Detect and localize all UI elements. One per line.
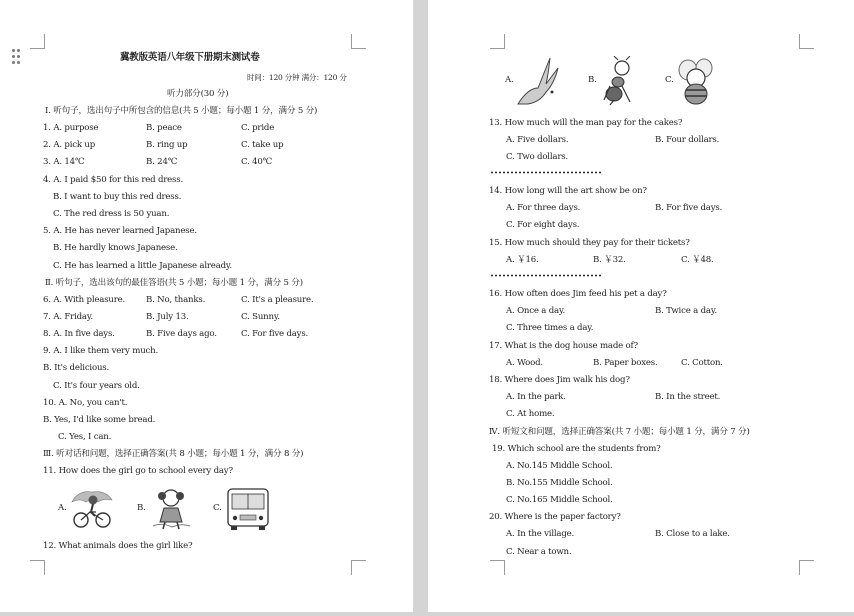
q17-question: 17. What is the dog house made of? [489,341,638,351]
q16-question: 16. How often does Jim feed his pet a day? [489,289,667,299]
left-page [0,0,413,612]
section-4-header: Ⅳ. 听短文和问题，选择正确答案(共 7 小题；每小题 1 分，满分 7 分) [489,427,750,437]
q4-option-a: 4. A. I paid $50 for this red dress. [43,175,184,185]
q19-option-c: C. No.165 Middle School. [506,495,613,505]
q14-option-b: B. For five days. [655,203,723,213]
q16-option-b: B. Twice a day. [655,306,717,316]
q10-option-c: C. Yes, I can. [58,432,112,442]
q8-option-c: C. For five days. [241,329,309,339]
q12-label-a: A. [505,75,514,85]
q13-question: 13. How much will the man pay for the cakes? [489,118,683,128]
q18-option-b: B. In the street. [655,392,721,402]
ant-image [600,56,638,106]
q12-label-c: C. [665,75,674,85]
q13-option-c: C. Two dollars. [506,152,568,162]
q17-option-c: C. Cotton. [681,358,723,368]
drag-handle-icon[interactable] [12,49,22,65]
q5-option-b: B. He hardly knows Japanese. [53,243,178,253]
listening-header: 听力部分(30 分) [167,89,229,99]
q9-option-c: C. It's four years old. [53,381,140,391]
q18-option-a: A. In the park. [506,392,566,402]
corner-mark [799,560,814,575]
corner-mark [490,560,505,575]
q20-option-a: A. In the village. [506,529,575,539]
q14-option-a: A. For three days. [506,203,581,213]
bicycle-rider-image [68,484,116,530]
q11-label-a: A. [58,503,67,513]
q1-option-a: 1. A. purpose [43,123,99,133]
q12-question: 12. What animals does the girl like? [43,541,193,551]
section-1-header: Ⅰ. 听句子，选出句子中所包含的信息(共 5 小题；每小题 1 分，满分 5 分) [45,106,318,116]
section-2-header: Ⅱ. 听句子，选出该句的最佳答语(共 5 小题；每小题 1 分，满分 5 分) [45,278,303,288]
q1-option-b: B. peace [146,123,182,133]
q12-label-b: B. [588,75,597,85]
q11-label-c: C. [213,503,222,513]
q14-option-c: C. For eight days. [506,220,580,230]
q20-question: 20. Where is the paper factory? [489,512,621,522]
q20-option-b: B. Close to a lake. [655,529,730,539]
q15-option-c: C. ￥48. [681,255,714,265]
girl-walking-image [148,486,194,530]
q9-option-b: B. It's delicious. [43,363,110,373]
q9-option-a: 9. A. I like them very much. [43,346,159,356]
q3-option-b: B. 24℃ [146,157,178,167]
q17-option-a: A. Wood. [506,358,543,368]
bus-image [224,486,272,532]
q8-option-a: 8. A. In five days. [43,329,115,339]
q4-option-c: C. The red dress is 50 yuan. [53,209,170,219]
q7-option-a: 7. A. Friday. [43,312,93,322]
q13-option-a: A. Five dollars. [506,135,569,145]
q5-option-c: C. He has learned a little Japanese already. [53,261,232,271]
q13-option-b: B. Four dollars. [655,135,720,145]
q8-option-b: B. Five days ago. [146,329,217,339]
q3-option-a: 3. A. 14℃ [43,157,85,167]
corner-mark [490,34,505,49]
corner-mark [30,34,45,49]
q17-option-b: B. Paper boxes. [593,358,658,368]
q18-option-c: C. At home. [506,409,555,419]
q16-option-c: C. Three times a day. [506,323,594,333]
q16-option-a: A. Once a day. [506,306,566,316]
q7-option-b: B. July 13. [146,312,189,322]
bee-image [674,56,716,106]
q7-option-c: C. Sunny. [241,312,280,322]
q19-option-b: B. No.155 Middle School. [506,478,613,488]
time-info: 时间：120 分钟 满分：120 分 [247,73,347,82]
section-3-header: Ⅲ. 听对话和问题，选择正确答案(共 8 小题；每小题 1 分，满分 8 分) [43,449,304,459]
q2-option-a: 2. A. pick up [43,140,96,150]
q20-option-c: C. Near a town. [506,547,572,557]
q1-option-c: C. pride [241,123,275,133]
q2-option-b: B. ring up [146,140,188,150]
q6-option-c: C. It's a pleasure. [241,295,314,305]
q3-option-c: C. 40℃ [241,157,273,167]
q15-option-b: B. ￥32. [593,255,626,265]
q15-question: 15. How much should they pay for their tickets? [489,238,690,248]
corner-mark [799,34,814,49]
q6-option-b: B. No, thanks. [146,295,206,305]
right-page [428,0,854,612]
doc-title: 冀教版英语八年级下册期末测试卷 [120,52,260,63]
q19-option-a: A. No.145 Middle School. [506,461,613,471]
corner-mark [351,34,366,49]
q19-question: 19. Which school are the students from? [492,444,661,454]
q5-option-a: 5. A. He has never learned Japanese. [43,226,197,236]
q11-label-b: B. [137,503,146,513]
divider [490,171,602,174]
q10-option-b: B. Yes, I'd like some bread. [43,415,156,425]
divider [490,274,602,277]
q15-option-a: A. ￥16. [506,255,539,265]
q14-question: 14. How long will the art show be on? [489,186,647,196]
q18-question: 18. Where does Jim walk his dog? [489,375,630,385]
q2-option-c: C. take up [241,140,284,150]
corner-mark [30,560,45,575]
q6-option-a: 6. A. With pleasure. [43,295,126,305]
bird-image [514,54,562,110]
q11-question: 11. How does the girl go to school every day? [43,466,233,476]
q4-option-b: B. I want to buy this red dress. [53,192,182,202]
corner-mark [351,560,366,575]
q10-option-a: 10. A. No, you can't. [43,398,128,408]
